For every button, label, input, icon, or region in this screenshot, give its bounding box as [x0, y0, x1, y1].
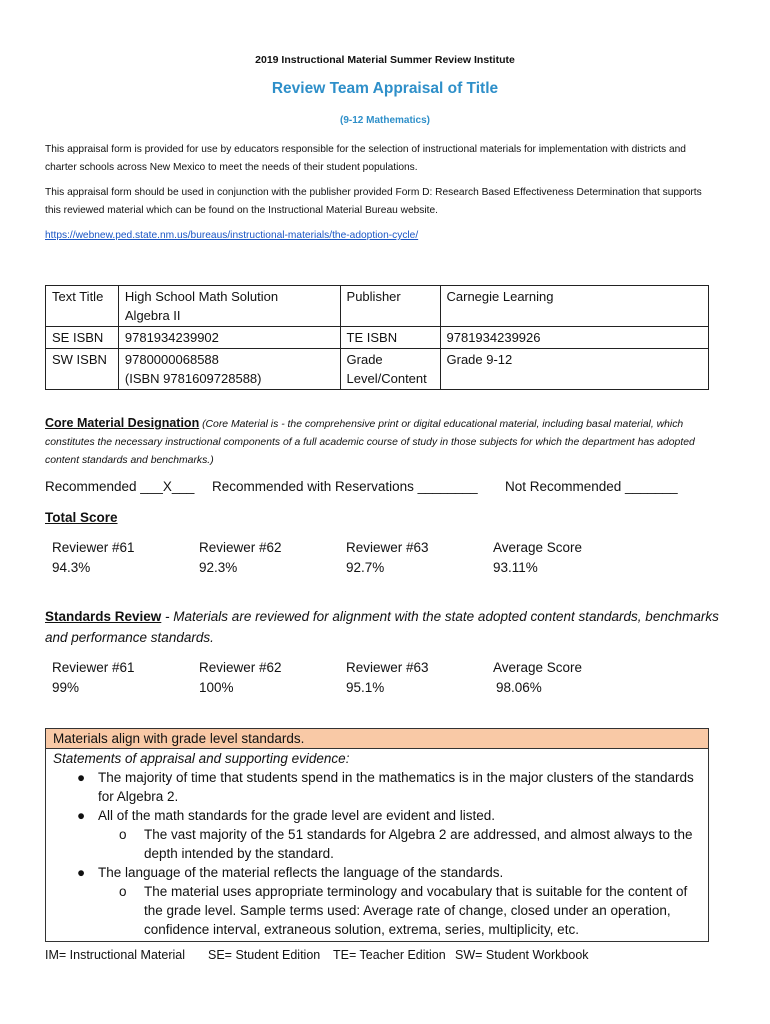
sub-bullet-text: The vast majority of the 51 standards for Algebra 2 are addressed, and almost always to the depth intended by the standard.	[144, 827, 693, 861]
table-row	[46, 327, 709, 349]
standards-average-label: Average Score	[493, 660, 583, 675]
total-reviewer-61-label: Reviewer #61	[52, 540, 135, 555]
total-reviewer-63-label: Reviewer #63	[346, 540, 429, 555]
criteria-body	[46, 749, 708, 939]
se-isbn-label: SE ISBN	[46, 327, 119, 349]
standards-review-description: - Materials are reviewed for alignment with the state adopted content standards, benchmarks and performance standards.	[45, 609, 719, 645]
criteria-box	[45, 728, 709, 942]
document-title: Review Team Appraisal of Title	[271, 80, 499, 97]
bullet-mark: ●	[77, 770, 86, 785]
text-title-label: Text Title	[46, 286, 119, 327]
sw-isbn-line2: (ISBN 9781609728588)	[124, 371, 262, 386]
criteria-header: Materials align with grade level standards.	[46, 729, 708, 749]
recommended-with-reservations-option[interactable]: Recommended with Reservations ________	[212, 479, 478, 494]
document-subtitle: (9-12 Mathematics)	[339, 115, 431, 126]
footer-se-abbrev: SE= Student Edition	[208, 948, 321, 962]
grade-value: Grade 9-12	[440, 349, 709, 390]
sw-isbn-line1: 9780000068588	[124, 352, 219, 367]
text-title-line2: Algebra II	[124, 308, 181, 323]
core-material-designation	[45, 414, 715, 470]
table-row	[46, 286, 709, 327]
te-isbn-label: TE ISBN	[340, 327, 440, 349]
standards-review	[45, 606, 725, 648]
publisher-value: Carnegie Learning	[440, 286, 709, 327]
text-title-line1: High School Math Solution	[124, 289, 279, 304]
institute-title: 2019 Instructional Material Summer Review Institute	[255, 54, 515, 66]
core-designation-description: (Core Material is - the comprehensive print or digital educational material, including basal material, which constitutes the necessary instructional components of a full academic course of study in those subjects for which the department has adopted content standards and benchmarks.)	[45, 419, 695, 466]
list-item	[53, 806, 701, 825]
footer-te-abbrev: TE= Teacher Edition	[333, 948, 446, 962]
standards-reviewer-62-label: Reviewer #62	[199, 660, 282, 675]
text-title-value	[118, 286, 340, 327]
bullet-mark: ●	[77, 865, 86, 880]
recommended-option[interactable]: Recommended ___X___	[45, 479, 195, 494]
grade-label-line2: Level/Content	[346, 371, 427, 386]
intro-paragraph-2: This appraisal form should be used in conjunction with the publisher provided Form D: Research Based Effectiveness Determination that supports this reviewed material which can be found on the Instructional Material Bureau website.	[45, 187, 702, 216]
intro-paragraph-1: This appraisal form is provided for use by educators responsible for the selection of instructional materials for implementation with districts and charter schools across New Mexico to meet the needs of their student populations.	[45, 144, 686, 173]
sw-isbn-value	[118, 349, 340, 390]
total-reviewer-61-score: 94.3%	[52, 560, 91, 575]
se-isbn-value: 9781934239902	[118, 327, 340, 349]
title-info-table	[45, 285, 709, 390]
te-isbn-value: 9781934239926	[440, 327, 709, 349]
sub-bullet-mark: o	[119, 827, 127, 842]
core-designation-heading: Core Material Designation	[45, 416, 200, 430]
standards-reviewer-63-label: Reviewer #63	[346, 660, 429, 675]
adoption-cycle-link[interactable]: https://webnew.ped.state.nm.us/bureaus/instructional-materials/the-adoption-cycle/	[45, 230, 419, 241]
list-item	[53, 882, 701, 939]
standards-reviewer-63-score: 95.1%	[346, 680, 385, 695]
total-reviewer-62-label: Reviewer #62	[199, 540, 282, 555]
standards-reviewer-62-score: 100%	[199, 680, 234, 695]
bullet-text: The language of the material reflects the language of the standards.	[98, 865, 504, 880]
footer-sw-abbrev: SW= Student Workbook	[455, 948, 589, 962]
not-recommended-option[interactable]: Not Recommended _______	[505, 479, 678, 494]
sub-bullet-text: The material uses appropriate terminology and vocabulary that is suitable for the content of the grade level. Sample terms used: Average rate of change, closed under an operation, confidence interval, extraneous solution, extrema, series, multiplicity, etc.	[144, 884, 688, 937]
sub-bullet-mark: o	[119, 884, 127, 899]
sw-isbn-label: SW ISBN	[46, 349, 119, 390]
total-average-score: 93.11%	[493, 560, 538, 575]
grade-label-line1: Grade	[346, 352, 383, 367]
list-item	[53, 863, 701, 882]
list-item	[53, 768, 701, 806]
standards-reviewer-61-label: Reviewer #61	[52, 660, 135, 675]
standards-review-heading: Standards Review	[45, 609, 162, 624]
standards-average-score: 98.06%	[496, 680, 542, 695]
total-average-label: Average Score	[493, 540, 583, 555]
bullet-text: The majority of time that students spend in the mathematics is in the major clusters of the standards for Algebra 2.	[98, 770, 694, 804]
publisher-label: Publisher	[340, 286, 440, 327]
total-reviewer-63-score: 92.7%	[346, 560, 385, 575]
total-reviewer-62-score: 92.3%	[199, 560, 238, 575]
evidence-label: Statements of appraisal and supporting evidence:	[53, 751, 350, 766]
bullet-mark: ●	[77, 808, 86, 823]
grade-label	[340, 349, 440, 390]
footer-im-abbrev: IM= Instructional Material	[45, 948, 185, 962]
table-row	[46, 349, 709, 390]
list-item	[53, 825, 701, 863]
total-score-heading: Total Score	[45, 510, 118, 525]
bullet-text: All of the math standards for the grade level are evident and listed.	[98, 808, 495, 823]
standards-reviewer-61-score: 99%	[52, 680, 80, 695]
